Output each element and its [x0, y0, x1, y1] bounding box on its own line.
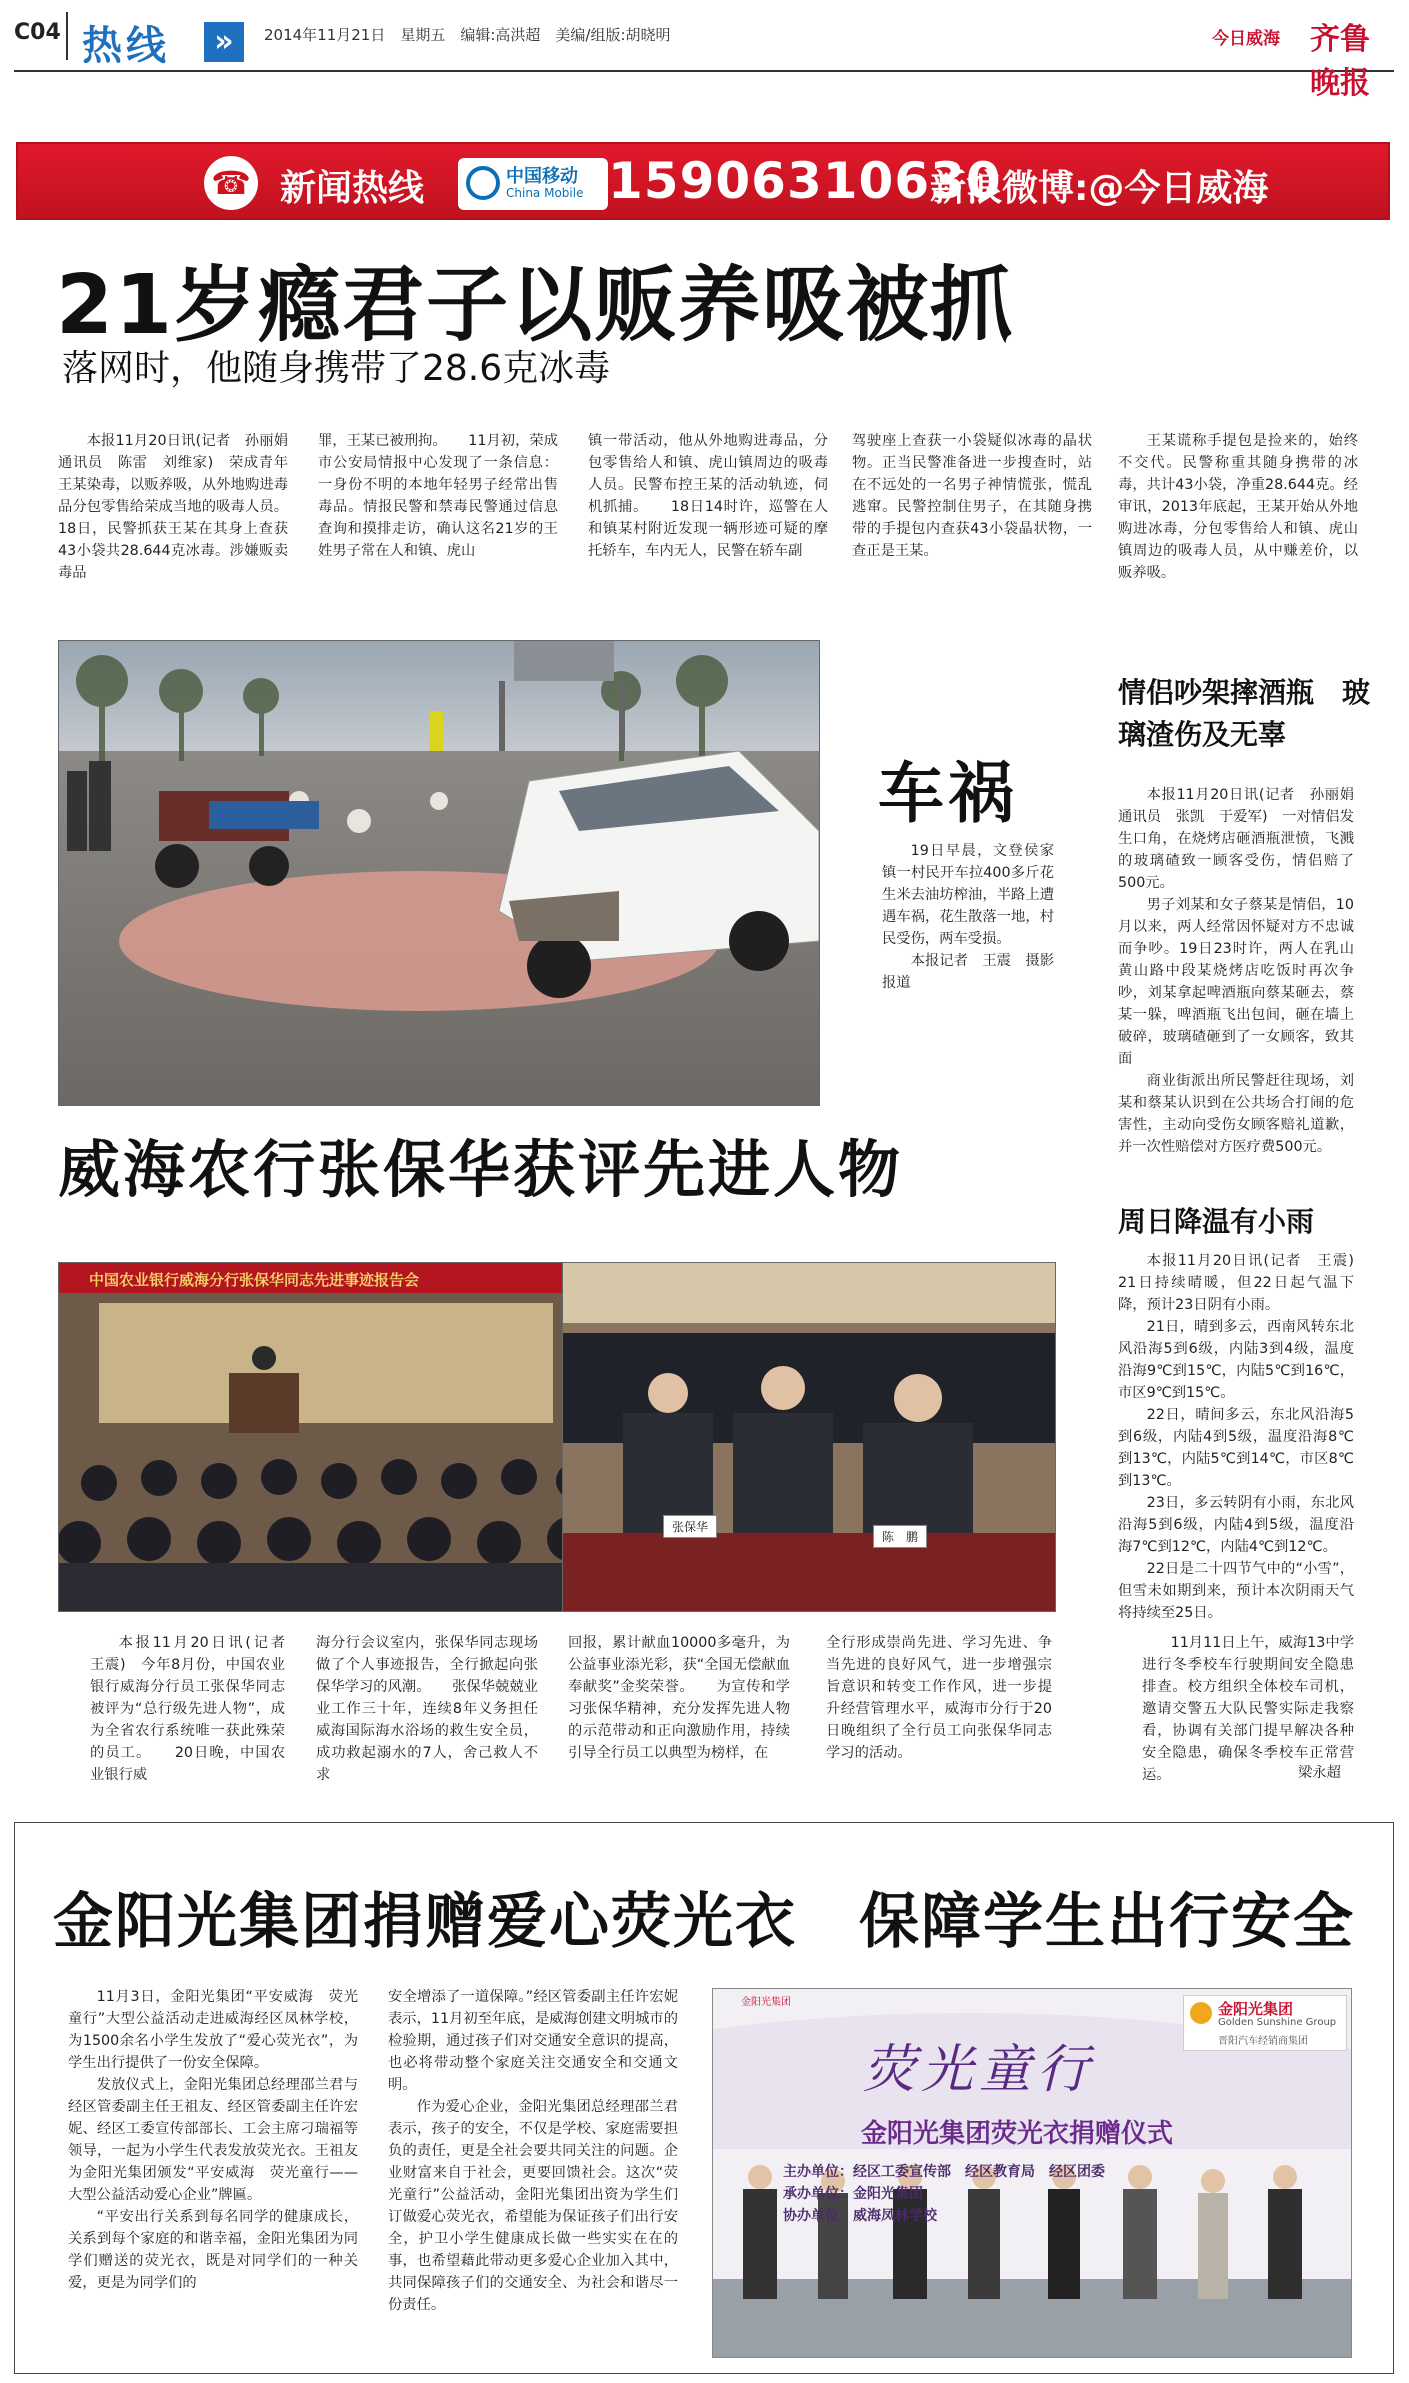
lead-column-5 [1118, 430, 1358, 584]
phone-icon: ☎ [204, 156, 258, 210]
small-brand-logo: 金阳光集团 [741, 1997, 791, 2008]
side2-paragraph: 本报11月20日讯(记者 王震) 21日持续晴暖，但22日起气温下降，预计23日阴有小雨。 [1118, 1253, 1369, 1313]
side1-paragraph: 本报11月20日讯(记者 孙丽娟 通讯员 张凯 于爱军) 一对情侣发生口角，在烧烤店砸酒瓶泄愤，飞溅的玻璃碴致一顾客受伤，情侣赔了500元。 [1118, 787, 1369, 891]
bank-column-2 [316, 1632, 538, 1786]
lead-headline: 21岁瘾君子以贩养吸被抓 [56, 258, 1015, 353]
lead-column-2 [318, 430, 558, 562]
bank-column-text: 海分行会议室内，张保华同志现场做了个人事迹报告，全行掀起向张保华学习的风潮。 张保华兢兢业业工作三十年，连续8年义务担任威海国际海水浴场的救生安全员，成功救起溺水的7人，舍己救人不求 [316, 1635, 538, 1783]
bank-column-3 [568, 1632, 790, 1764]
masthead [14, 8, 1394, 101]
ceremony-photo [712, 1988, 1352, 2358]
hotline-banner [16, 142, 1390, 220]
brand-name-cn: 金阳光集团 [1218, 2000, 1294, 2018]
bank-column-text: 本报11月20日讯(记者 王震) 今年8月份，中国农业银行威海分行员工张保华同志被评为“总行级先进人物”，成为全省农行系统唯一获此殊荣的员工。 20日晚，中国农业银行威 [90, 1635, 300, 1783]
organizer-line: 协办单位：威海凤林学校 [783, 2208, 937, 2224]
lead-column-1 [58, 430, 303, 584]
side2-headline: 周日降温有小雨 [1118, 1205, 1315, 1238]
weibo-handle: 新浪微博:@今日威海 [930, 168, 1269, 209]
bank-column-text: 全行形成崇尚先进、学习先进、争当先进的良好风气，进一步增强宗旨意识和转变工作作风，进一步提升经营管理水平，威海市分行于20日晚组织了全行员工向张保华同志学习的活动。 [826, 1635, 1052, 1761]
lead-column-4 [852, 430, 1092, 562]
issue-info: 2014年11月21日 星期五 编辑:高洪超 美编/组版:胡晓明 [264, 26, 671, 44]
crash-caption-text: 19日早晨，文登侯家镇一村民开车拉400多斤花生米去油坊榨油，半路上遭遇车祸，花生散落一地，村民受伤，两车受损。 [882, 843, 1054, 947]
side3-paragraph: 11月11日上午，威海13中学进行冬季校车行驶期间安全隐患排查。校方组织全体校车司机，邀请交警五大队民警实际走我察看，协调有关部门提早解决各种安全隐患，确保冬季校车正常营运。 [1142, 1635, 1354, 1783]
crash-photo-image [59, 641, 820, 1106]
bank-column-4 [826, 1632, 1052, 1764]
hotline-label: 新闻热线 [280, 168, 425, 209]
bank-audience-photo [562, 1262, 1056, 1612]
side3-author: 梁永超 [1298, 1765, 1341, 1781]
bank-audience-image [563, 1263, 1056, 1612]
crash-caption [882, 840, 1054, 994]
hotline-number: 15906310630 [608, 152, 1002, 210]
bank-column-text: 回报，累计献血10000多毫升，为公益事业添光彩，获“全国无偿献血奉献奖”金奖荣誉。 为宣传和学习张保华精神，充分发挥先进人物的示范带动和正向激励作用，持续引导全行员工以典型为榜样，在 [568, 1635, 790, 1761]
advertorial-column-2 [388, 1986, 678, 2316]
crash-headline: 车祸 [878, 755, 1018, 832]
lead-subhead: 落网时，他随身携带了28.6克冰毒 [62, 348, 611, 389]
sun-icon [1190, 2002, 1212, 2024]
lead-column-text: 王某谎称手提包是捡来的，始终不交代。民警称重其随身携带的冰毒，共计43小袋，净重28.644克。经审讯，2013年底起，王某开始从外地购进冰毒，分包零售给人和镇、虎山镇周边的吸毒人员，从中赚差价，以贩养吸。 [1118, 433, 1358, 581]
china-mobile-icon [466, 166, 500, 200]
nameplate: 陈 鹏 [873, 1525, 927, 1548]
crash-photo [58, 640, 820, 1106]
masthead-divider [66, 12, 68, 60]
carrier-name-en: China Mobile [506, 186, 584, 200]
lead-column-text: 本报11月20日讯(记者 孙丽娟 通讯员 陈雷 刘维家) 荣成青年王某染毒，以贩养吸，从外地购进毒品分包零售给荣成当地的吸毒人员。18日，民警抓获王某在其身上查获43小袋共28.644克冰毒。涉嫌贩卖毒品 [58, 433, 303, 581]
organizer-line: 承办单位：金阳光集团 [783, 2186, 923, 2202]
side2-paragraph: 22日是二十四节气中的“小雪”，但雪未如期到来，预计本次阴雨天气将持续至25日。 [1118, 1561, 1354, 1621]
bank-headline: 威海农行张保华获评先进人物 [58, 1133, 904, 1206]
side2-paragraph: 23日，多云转阴有小雨，东北风沿海5到6级，内陆4到5级，温度沿海7℃到12℃，内陆4℃到12℃。 [1118, 1495, 1354, 1555]
side1-headline: 情侣吵架摔酒瓶 玻璃渣伤及无辜 [1118, 676, 1371, 751]
photo-credit: 本报记者 王震 摄影报道 [882, 953, 1054, 991]
china-mobile-logo [458, 158, 608, 210]
lead-column-text: 罪，王某已被刑拘。 11月初，荣成市公安局情报中心发现了一条信息：一身份不明的本地年轻男子经常出售毒品。情报民警和禁毒民警通过信息查询和摸排走访，确认这名21岁的王姓男子常在人和镇、虎山 [318, 433, 558, 559]
side1-paragraph: 商业街派出所民警赶往现场，刘某和蔡某认识到在公共场合打闹的危害性，主动向受伤女顾客赔礼道歉，并一次性赔偿对方医疗费500元。 [1118, 1073, 1354, 1155]
bank-meeting-image [59, 1263, 592, 1612]
side2-body [1118, 1250, 1369, 1624]
advertorial-paragraph: 作为爱心企业，金阳光集团总经理邵兰君表示，孩子的安全，不仅是学校、家庭需要担负的责任，更是全社会要共同关注的问题。企业财富来自于社会，更要回馈社会。这次“荧光童行”公益活动，金阳光集团出资为学生们订做爱心荧光衣，希望能为保证孩子们出行安全，护卫小学生健康成长做一些实实在在的事，也希望藉此带动更多爱心企业加入其中，共同保障孩子们的交通安全、为社会和谐尽一份责任。 [388, 2099, 678, 2313]
side1-paragraph: 男子刘某和女子蔡某是情侣，10月以来，两人经常因怀疑对方不忠诚而争吵。19日23时许，两人在乳山黄山路中段某烧烤店吃饭时再次争吵，刘某拿起啤酒瓶向蔡某砸去，蔡某一躲，啤酒瓶飞出包间，砸在墙上破碎，玻璃碴砸到了一女顾客，致其面 [1118, 897, 1354, 1067]
lead-column-3 [588, 430, 828, 562]
ceremony-title: 金阳光集团荧光衣捐赠仪式 [861, 2119, 1174, 2149]
double-chevron-right-icon: » [204, 22, 244, 62]
side1-body [1118, 784, 1369, 1158]
bank-meeting-photo [58, 1262, 592, 1612]
carrier-name-cn: 中国移动 [506, 166, 578, 187]
nameplate: 张保华 [663, 1515, 717, 1538]
advertorial-headline: 金阳光集团捐赠爱心荧光衣 保障学生出行安全 [53, 1887, 1355, 1957]
organizer-line: 主办单位：经区工委宣传部 经区教育局 经区团委 [783, 2164, 1105, 2180]
section-title: 热线 [82, 23, 170, 69]
brand-name-en: Golden Sunshine Group [1218, 2017, 1337, 2028]
advertorial-paragraph: 11月3日，金阳光集团“平安威海 荧光童行”大型公益活动走进威海经区凤林学校，为1500余名小学生发放了“爱心荧光衣”，为学生出行提供了一份安全保障。 [68, 1989, 358, 2071]
calligraphy-title: 荧光童行 [863, 2040, 1096, 2100]
advertorial-column-1 [68, 1986, 358, 2294]
edition-name: 今日威海 [1212, 29, 1280, 49]
side2-paragraph: 21日，晴到多云，西南风转东北风沿海5到6级，内陆3到4级，温度沿海9℃到15℃，内陆5℃到16℃，市区9℃到15℃。 [1118, 1319, 1354, 1401]
advertorial-paragraph: “平安出行关系到每名同学的健康成长，关系到每个家庭的和谐幸福，金阳光集团为同学们赠送的荧光衣，既是对同学们的一种关爱，更是为同学们的 [68, 2209, 358, 2291]
lead-column-text: 驾驶座上查获一小袋疑似冰毒的晶状物。正当民警准备进一步搜查时，站在不远处的一名男子神情慌张，慌乱逃窜。民警控制住男子，在其随身携带的手提包内查获43小袋晶状物，一查正是王某。 [852, 433, 1092, 559]
advertorial-paragraph: 发放仪式上，金阳光集团总经理邵兰君与经区管委副主任王祖友、经区管委副主任许宏妮、经区工委宣传部部长、工会主席刁瑞福等领导，一起为小学生代表发放荧光衣。王祖友为金阳光集团颁发“平安威海 荧光童行——大型公益活动爱心企业”牌匾。 [68, 2077, 358, 2203]
brand-subtitle: 晋阳汽车经销商集团 [1218, 2036, 1308, 2047]
bank-column-1 [90, 1632, 300, 1786]
page-number: C04 [14, 20, 61, 45]
lead-column-text: 镇一带活动，他从外地购进毒品，分包零售给人和镇、虎山镇周边的吸毒人员。民警布控王某的活动轨迹，伺机抓捕。 18日14时许，巡警在人和镇某村附近发现一辆形迹可疑的摩托轿车，车内无人，民警在轿车副 [588, 433, 828, 559]
paper-logo: 齐鲁晚报 [1310, 22, 1370, 101]
brand-logo-box [1183, 1995, 1347, 2051]
side2-paragraph: 22日，晴间多云，东北风沿海5到6级，内陆4到5级，温度沿海8℃到13℃，内陆5℃到14℃，市区8℃到13℃。 [1118, 1407, 1354, 1489]
meeting-banner: 中国农业银行威海分行张保华同志先进事迹报告会 [89, 1271, 420, 1289]
advertorial-paragraph: 安全增添了一道保障。”经区管委副主任许宏妮表示，11月初至年底，是威海创建文明城市的检验期，通过孩子们对交通安全意识的提高，也必将带动整个家庭关注交通安全和交通文明。 [388, 1989, 678, 2093]
